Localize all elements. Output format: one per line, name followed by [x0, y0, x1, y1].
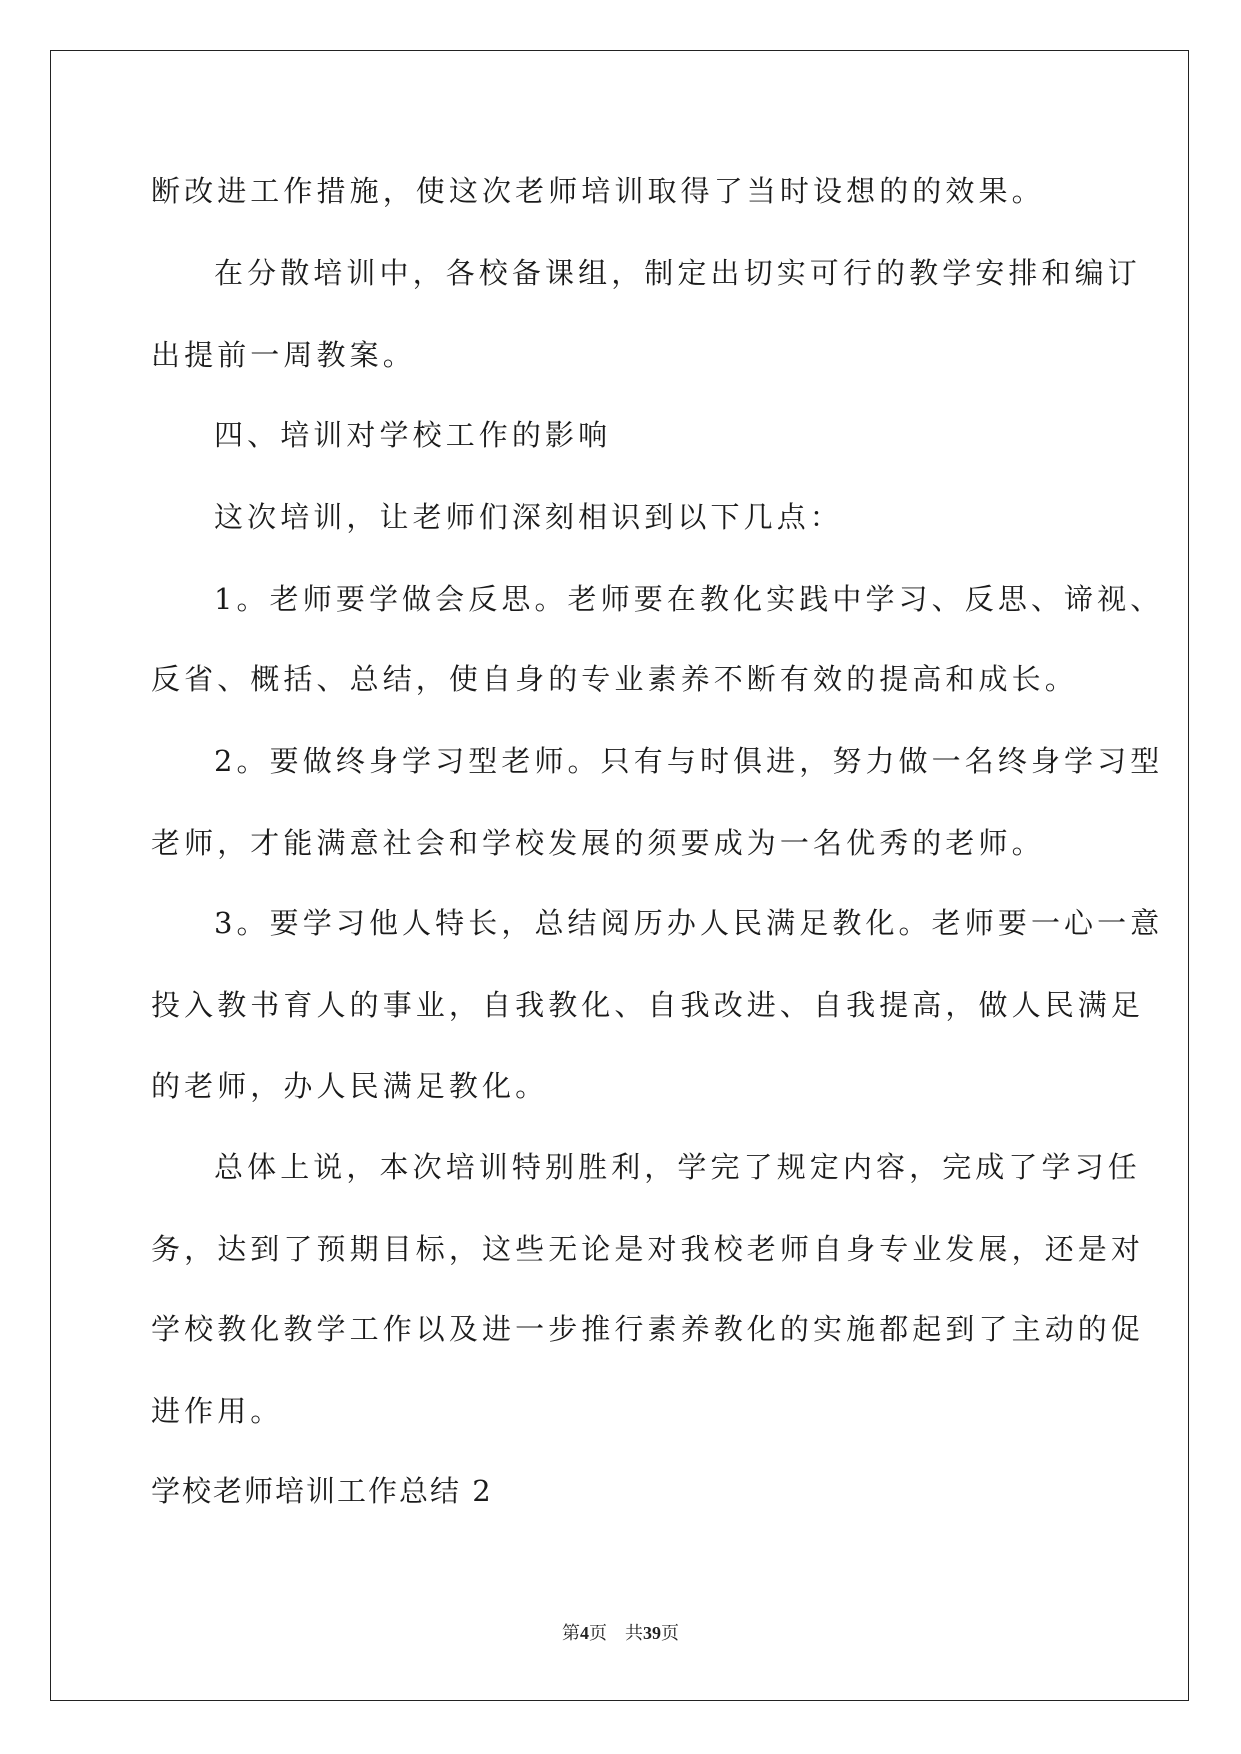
body-line: 老师，才能满意社会和学校发展的须要成为一名优秀的老师。 [151, 826, 1045, 860]
body-line: 1。老师要学做会反思。老师要在教化实践中学习、反思、谛视、 [214, 582, 1164, 616]
body-line: 的老师，办人民满足教化。 [151, 1069, 549, 1103]
body-line: 总体上说，本次培训特别胜利，学完了规定内容，完成了学习任 [214, 1150, 1141, 1184]
body-line: 出提前一周教案。 [151, 338, 416, 372]
footer-prefix: 第 [562, 1623, 580, 1643]
body-line: 务，达到了预期目标，这些无论是对我校老师自身专业发展，还是对 [151, 1232, 1145, 1266]
body-line: 这次培训，让老师们深刻相识到以下几点： [214, 500, 843, 534]
body-line: 在分散培训中，各校备课组，制定出切实可行的教学安排和编订 [214, 256, 1141, 290]
body-line: 四、培训对学校工作的影响 [214, 418, 612, 452]
total-page-number: 39 [643, 1623, 661, 1643]
section-heading: 学校老师培训工作总结 2 [151, 1474, 493, 1508]
footer-total-prefix: 共 [625, 1623, 643, 1643]
body-line: 学校教化教学工作以及进一步推行素养教化的实施都起到了主动的促 [151, 1312, 1145, 1346]
footer-page-unit: 页 [589, 1623, 607, 1643]
body-line: 反省、概括、总结，使自身的专业素养不断有效的提高和成长。 [151, 662, 1078, 696]
body-line: 断改进工作措施，使这次老师培训取得了当时设想的的效果。 [151, 174, 1045, 208]
body-line: 2。要做终身学习型老师。只有与时俱进，努力做一名终身学习型 [214, 744, 1164, 778]
body-line: 投入教书育人的事业，自我教化、自我改进、自我提高，做人民满足 [151, 988, 1145, 1022]
current-page-number: 4 [580, 1623, 589, 1643]
page-footer [0, 1619, 1241, 1645]
body-line: 3。要学习他人特长，总结阅历办人民满足教化。老师要一心一意 [214, 906, 1164, 940]
page-border [50, 50, 1189, 1701]
footer-total-unit: 页 [661, 1623, 679, 1643]
body-line: 进作用。 [151, 1394, 284, 1428]
